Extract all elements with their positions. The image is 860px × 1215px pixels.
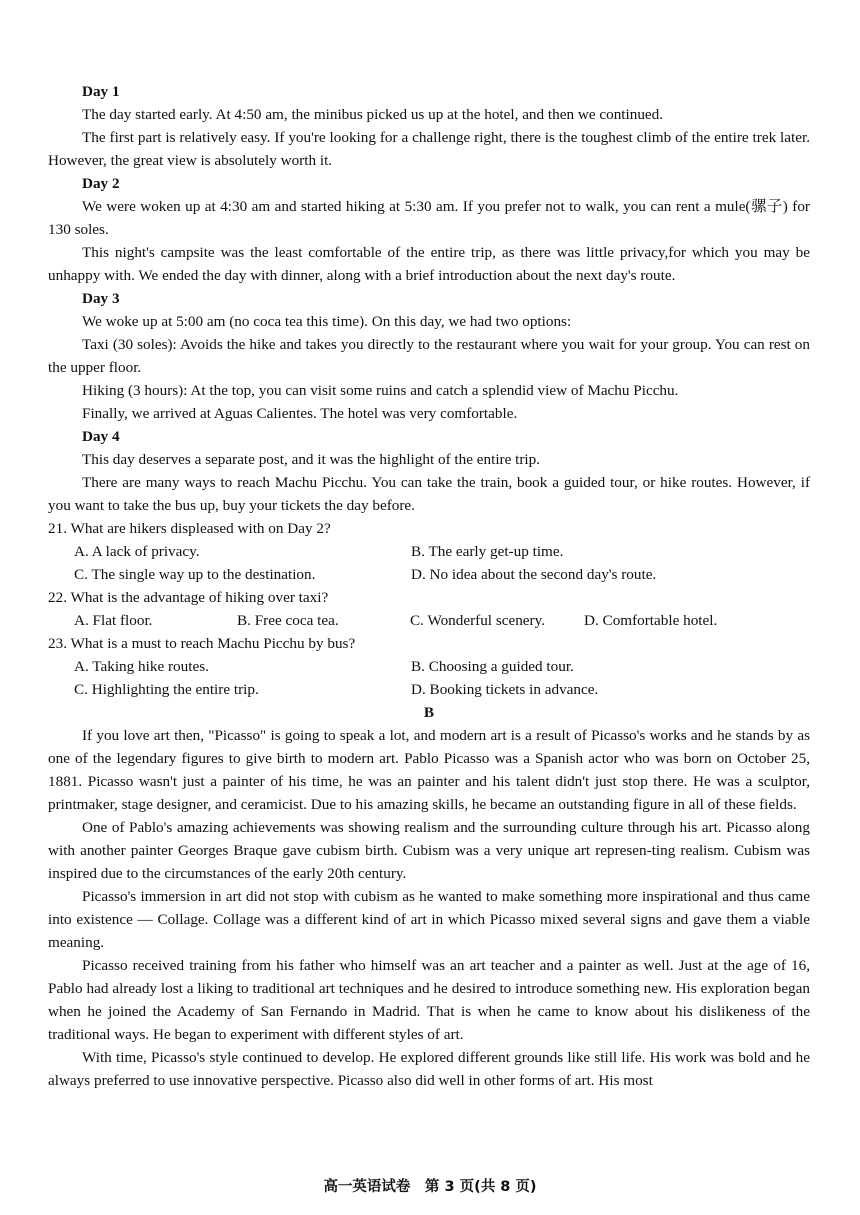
option-21a: A. A lack of privacy.	[74, 543, 200, 560]
option-23a: A. Taking hike routes.	[74, 658, 209, 675]
option-22a: A. Flat floor.	[74, 612, 153, 629]
day3-paragraph-4: Finally, we arrived at Aguas Calientes. The hotel was very comfortable.	[82, 405, 518, 422]
day4-paragraph-2: There are many ways to reach Machu Picchu. You can take the train, book a guided tour, or hike routes. However, if you want to take the bus up, buy your tickets the day before.	[48, 474, 810, 514]
day3-paragraph-1: We woke up at 5:00 am (no coca tea this time). On this day, we had two options:	[82, 313, 572, 330]
exam-page	[48, 80, 810, 1092]
day1-paragraph-1: The day started early. At 4:50 am, the minibus picked us up at the hotel, and then we continued.	[82, 106, 664, 123]
section-b-heading: B	[423, 704, 435, 721]
day1-paragraph-2: The first part is relatively easy. If you're looking for a challenge right, there is the toughest climb of the entire trek later. However, the great view is absolutely worth it.	[48, 129, 810, 169]
day1-heading: Day 1	[82, 83, 120, 100]
option-21b: B. The early get-up time.	[411, 543, 564, 560]
question-23-options-row-2	[48, 678, 810, 701]
passage-b-paragraph-4: Picasso received training from his father who himself was an art teacher and a painter as well. Just at the age of 16, Pablo had already lost a liking to traditional art techniques and he desired to introduce something new. His exploration began when he joined the Academy of San Fernando in Madrid. That is when he came to know about his dislikeness of the traditional ways. He began to experiment with different styles of art.	[48, 957, 810, 1043]
question-23-options-row-1	[48, 655, 810, 678]
day3-heading: Day 3	[82, 290, 120, 307]
option-21c: C. The single way up to the destination.	[74, 566, 316, 583]
question-22-options	[48, 609, 810, 632]
option-23d: D. Booking tickets in advance.	[411, 681, 599, 698]
day3-paragraph-3: Hiking (3 hours): At the top, you can visit some ruins and catch a splendid view of Machu Picchu.	[82, 382, 679, 399]
day3-paragraph-2: Taxi (30 soles): Avoids the hike and takes you directly to the restaurant where you wait for your group. You can rest on the upper floor.	[48, 336, 810, 376]
option-21d: D. No idea about the second day's route.	[411, 566, 657, 583]
question-22: 22. What is the advantage of hiking over taxi?	[48, 589, 329, 606]
page-footer: 高一英语试卷 第 3 页(共 8 页)	[323, 1179, 537, 1195]
day2-heading: Day 2	[82, 175, 120, 192]
day2-paragraph-1: We were woken up at 4:30 am and started hiking at 5:30 am. If you prefer not to walk, you can rent a mule(骡子) for 130 soles.	[48, 198, 810, 238]
question-23: 23. What is a must to reach Machu Picchu by bus?	[48, 635, 356, 652]
passage-b-paragraph-3: Picasso's immersion in art did not stop with cubism as he wanted to make something more inspirational and thus came into existence — Collage. Collage was a different kind of art in which Picasso mixed several signs and gave them a viable meaning.	[48, 888, 810, 951]
passage-b-paragraph-1: If you love art then, "Picasso" is going to speak a lot, and modern art is a result of Picasso's works and he stands by as one of the legendary figures to give birth to modern art. Pablo Picasso was a Spanish actor who was born on October 25, 1881. Picasso wasn't just a painter of his time, he was an painter and his talent didn't just stop there. He was a sculptor, printmaker, stage designer, and ceramicist. Due to his amazing skills, he became an outstanding figure in all of these fields.	[48, 727, 810, 813]
option-23c: C. Highlighting the entire trip.	[74, 681, 259, 698]
option-22b: B. Free coca tea.	[237, 612, 339, 629]
day2-paragraph-2: This night's campsite was the least comfortable of the entire trip, as there was little privacy,for which you may be unhappy with. We ended the day with dinner, along with a brief introduction about the next day's route.	[48, 244, 810, 284]
question-21-options-row-1	[48, 540, 810, 563]
question-21-options-row-2	[48, 563, 810, 586]
passage-b-paragraph-5: With time, Picasso's style continued to develop. He explored different grounds like still life. His work was bold and he always preferred to use innovative perspective. Picasso also did well in other forms of art. His most	[48, 1049, 810, 1089]
passage-b-paragraph-2: One of Pablo's amazing achievements was showing realism and the surrounding culture through his art. Picasso along with another painter Georges Braque gave cubism birth. Cubism was a very unique art represen-ting realism. Cubism was inspired due to the circumstances of the early 20th century.	[48, 819, 810, 882]
question-21: 21. What are hikers displeased with on Day 2?	[48, 520, 331, 537]
option-22d: D. Comfortable hotel.	[584, 612, 718, 629]
day4-paragraph-1: This day deserves a separate post, and it was the highlight of the entire trip.	[82, 451, 541, 468]
day4-heading: Day 4	[82, 428, 120, 445]
option-23b: B. Choosing a guided tour.	[411, 658, 574, 675]
option-22c: C. Wonderful scenery.	[410, 612, 546, 629]
